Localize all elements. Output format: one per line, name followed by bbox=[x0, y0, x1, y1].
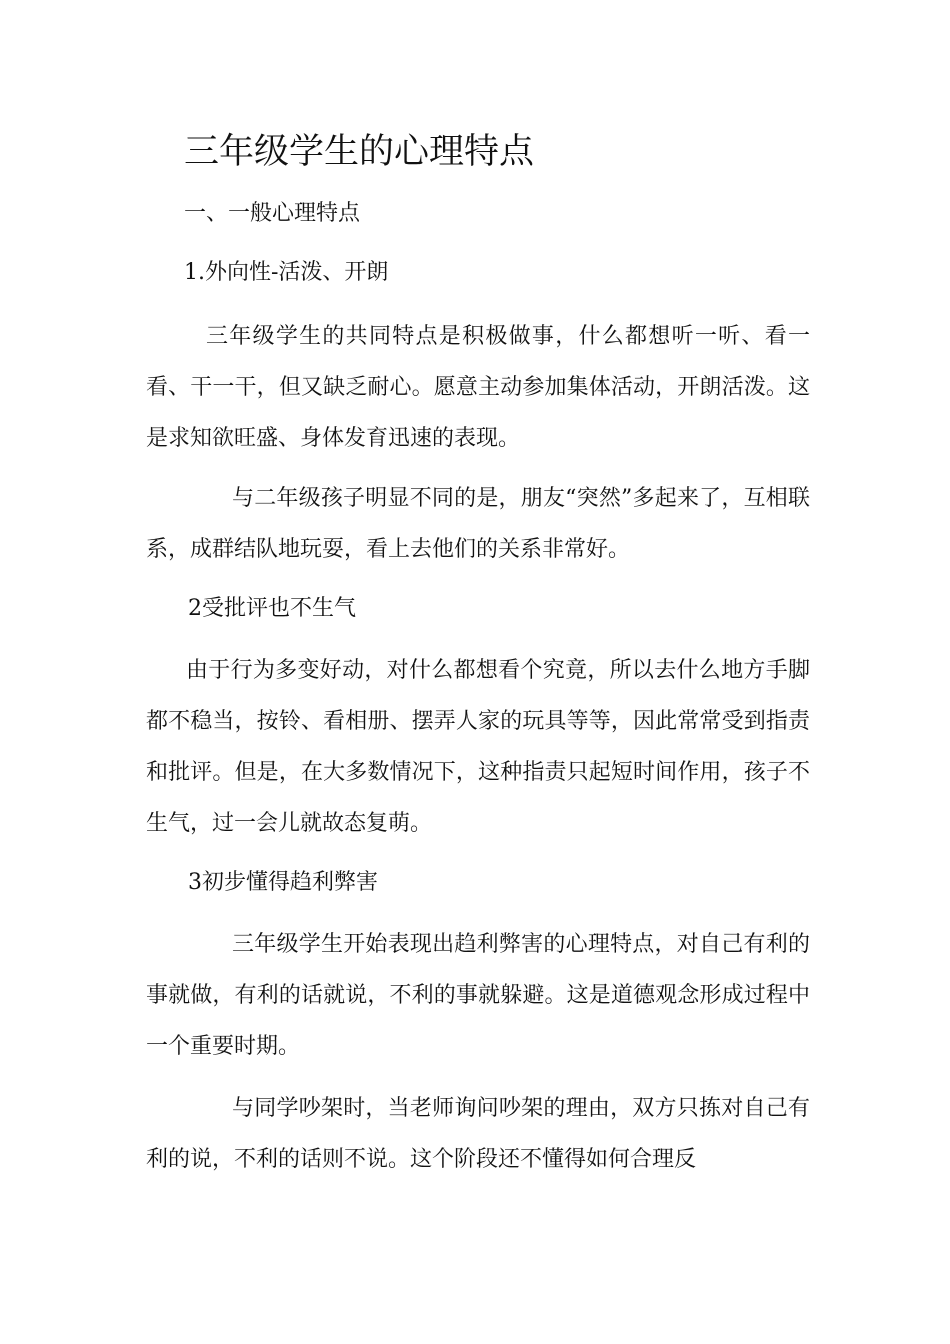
section-heading-general: 一、一般心理特点 bbox=[184, 201, 361, 226]
paragraph-2: 与二年级孩子明显不同的是，朋友“突然”多起来了，互相联系，成群结队地玩耍，看上去他们的关系非常好。 bbox=[146, 486, 810, 562]
item-heading-1: 1.外向性-活泼、开朗 bbox=[184, 260, 389, 285]
item-heading-3: 3初步懂得趋利弊害 bbox=[188, 870, 378, 895]
paragraph-5: 与同学吵架时，当老师询问吵架的理由，双方只拣对自己有利的说，不利的话则不说。这个阶段还不懂得如何合理反 bbox=[146, 1096, 810, 1172]
document-title: 三年级学生的心理特点 bbox=[184, 132, 535, 172]
paragraph-4: 三年级学生开始表现出趋利弊害的心理特点，对自己有利的事就做，有利的话就说，不利的事就躲避。这是道德观念形成过程中一个重要时期。 bbox=[146, 932, 810, 1059]
paragraph-1: 三年级学生的共同特点是积极做事，什么都想听一听、看一看、干一干，但又缺乏耐心。愿意主动参加集体活动，开朗活泼。这是求知欲旺盛、身体发育迅速的表现。 bbox=[146, 324, 810, 451]
paragraph-3: 由于行为多变好动，对什么都想看个究竟，所以去什么地方手脚都不稳当，按铃、看相册、摆弄人家的玩具等等，因此常常受到指责和批评。但是，在大多数情况下，这种指责只起短时间作用，孩子不生气，过一会儿就故态复萌。 bbox=[146, 658, 810, 836]
item-heading-2: 2受批评也不生气 bbox=[188, 596, 356, 621]
